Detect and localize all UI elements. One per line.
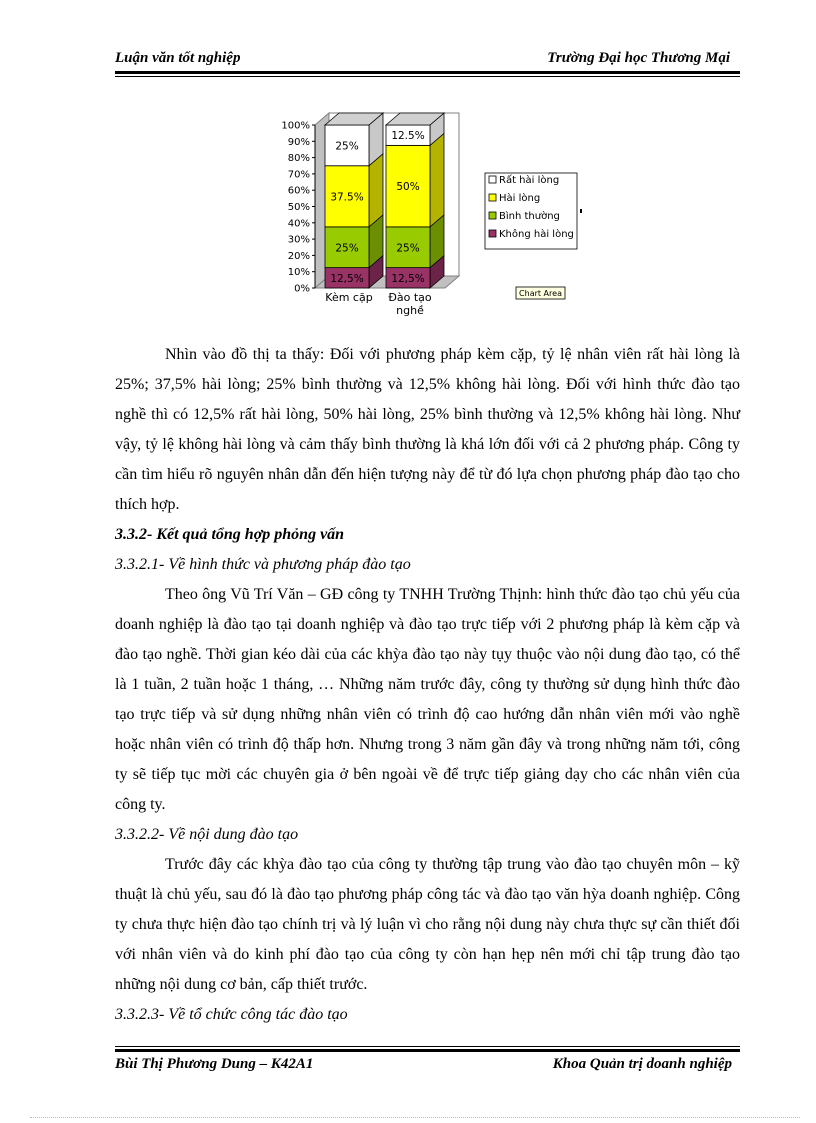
footer-rule-thick xyxy=(115,1049,740,1052)
legend-swatch xyxy=(489,230,496,237)
legend-label: Bình thường xyxy=(499,211,560,222)
bar-value-label: 37.5% xyxy=(330,191,364,204)
x-category-label: Đào tạo xyxy=(388,291,432,304)
bar-value-label: 12,5% xyxy=(330,272,364,285)
body-content xyxy=(115,340,740,1030)
subsection-heading-3-3-2-1: 3.3.2.1- Về hình thức và phương pháp đào tạo xyxy=(115,556,411,573)
y-tick-label: 10% xyxy=(287,267,310,279)
footer-author: Bùi Thị Phương Dung – K42A1 xyxy=(115,1056,314,1072)
bar-value-label: 25% xyxy=(335,242,359,255)
header-thesis-title: Luận văn tốt nghiệp xyxy=(115,50,241,66)
header-rule-thin xyxy=(115,76,740,77)
bar-segment-side xyxy=(430,133,444,227)
y-tick-label: 70% xyxy=(287,169,310,181)
chart-resize-handle xyxy=(580,209,582,213)
section-heading-3-3-2: 3.3.2- Kết quả tổng hợp phỏng vấn xyxy=(115,526,345,543)
x-category-label: Kèm cặp xyxy=(325,291,373,304)
y-tick-label: 100% xyxy=(281,120,310,132)
bar-segment-side xyxy=(369,154,383,227)
page-header xyxy=(115,46,740,70)
bar-value-label: 12,5% xyxy=(391,272,425,285)
y-tick-label: 40% xyxy=(287,218,310,230)
bar-value-label: 50% xyxy=(396,181,420,194)
y-tick-label: 90% xyxy=(287,136,310,148)
y-tick-label: 80% xyxy=(287,153,310,165)
x-category-label: nghề xyxy=(396,304,424,317)
chart-area-tooltip-label: Chart Area xyxy=(519,289,562,298)
bar-value-label: 25% xyxy=(335,140,359,153)
training-content-paragraph: Trước đây các khỳa đào tạo của công ty thường tập trung vào đào tạo chuyên môn – kỹ thuật là chủ yếu, sau đó là đào tạo phương pháp công tác và đào tạo văn hỳa doanh nghiệp. Công ty chưa thực hiện đào tạo chính trị và lý luận vì cho rằng nội dung này chưa thực sự cần thiết đối với nhân viên và do kinh phí đào tạo của công ty còn hạn hẹp nên mới chỉ tập trung đào tạo những nội dung cơ bản, cấp thiết trước. xyxy=(115,856,740,993)
header-university: Trường Đại học Thương Mại xyxy=(547,50,730,66)
legend-label: Rất hài lòng xyxy=(499,175,560,186)
y-tick-label: 60% xyxy=(287,185,310,197)
legend-label: Hài lòng xyxy=(499,193,541,204)
header-rule-thick xyxy=(115,71,740,74)
y-tick-label: 0% xyxy=(294,283,310,295)
legend-label: Không hài lòng xyxy=(499,229,574,240)
page-bottom-dotted-line xyxy=(30,1117,800,1118)
legend-swatch xyxy=(489,194,496,201)
bar-value-label: 12.5% xyxy=(391,130,425,143)
footer-faculty: Khoa Quản trị doanh nghiệp xyxy=(552,1056,732,1072)
y-tick-label: 30% xyxy=(287,234,310,246)
bar-value-label: 25% xyxy=(396,242,420,255)
page-footer xyxy=(115,1056,740,1078)
y-tick-label: 20% xyxy=(287,250,310,262)
legend-swatch xyxy=(489,212,496,219)
training-methods-paragraph: Theo ông Vũ Trí Văn – GĐ công ty TNHH Trường Thịnh: hình thức đào tạo chủ yếu của doanh nghiệp là đào tạo tại doanh nghiệp và đào tạo trực tiếp với 2 phương pháp là kèm cặp và đào tạo nghề. Thời gian kéo dài của các khỳa đào tạo này tụy thuộc vào nội dung đào tạo, có thể là 1 tuần, 2 tuần hoặc 1 tháng, … Những năm trước đây, công ty thường sử dụng hình thức đào tạo trực tiếp và sử dụng những nhân viên có trình độ cao hướng dẫn nhân viên mới vào nghề hoặc nhân viên có trình độ thấp hơn. Nhưng trong 3 năm gần đây và trong những năm tới, công ty sẽ tiếp tục mời các chuyên gia ở bên ngoài về để trực tiếp giảng dạy cho các nhân viên của công ty. xyxy=(115,586,740,813)
subsection-heading-3-3-2-2: 3.3.2.2- Về nội dung đào tạo xyxy=(115,826,299,843)
y-tick-label: 50% xyxy=(287,202,310,213)
subsection-heading-3-3-2-3: 3.3.2.3- Về tổ chức công tác đào tạo xyxy=(115,1006,348,1023)
chart-analysis-paragraph: Nhìn vào đồ thị ta thấy: Đối với phương pháp kèm cặp, tỷ lệ nhân viên rất hài lòng là 25%; 37,5% hài lòng; 25% bình thường và 12,5% không hài lòng. Đối với hình thức đào tạo nghề thì có 12,5% rất hài lòng, 50% hài lòng, 25% bình thường và 12,5% không hài lòng. Như vậy, tỷ lệ không hài lòng và cảm thấy bình thường là khá lớn đối với cả 2 phương pháp. Công ty cần tìm hiểu rõ nguyên nhân dẫn đến hiện tượng này để từ đó lựa chọn phương pháp đào tạo cho thích hợp. xyxy=(115,346,740,513)
footer-rule-thin xyxy=(115,1046,740,1047)
satisfaction-stacked-bar-chart xyxy=(278,105,598,320)
legend-swatch xyxy=(489,176,496,183)
